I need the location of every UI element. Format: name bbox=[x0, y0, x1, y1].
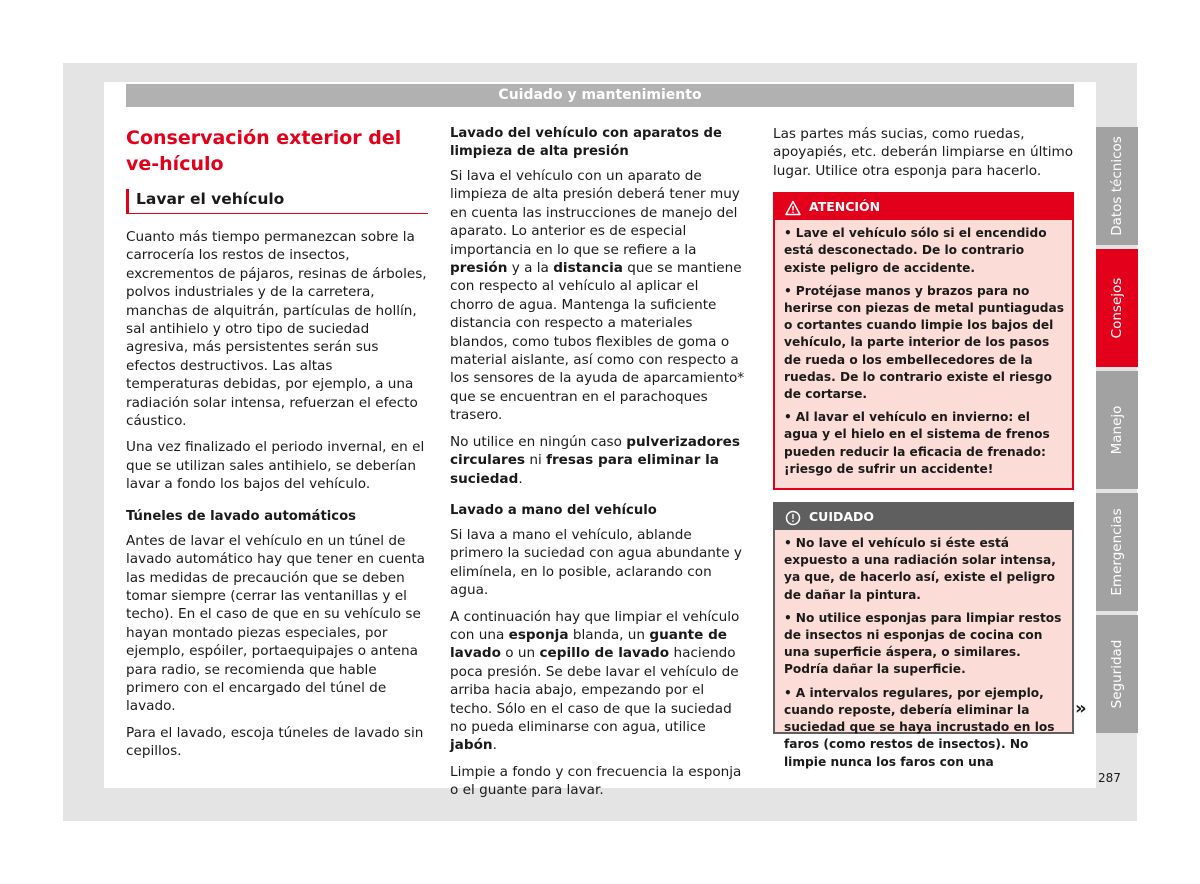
caution-item: • A intervalos regulares, por ejemplo, cuando reposte, debería eliminar la suciedad que se haya incrustado en los faros (como restos de insectos). No limpie nunca los faros con una bbox=[784, 685, 1055, 769]
tab-manejo[interactable] bbox=[1096, 371, 1138, 489]
section-title: Lavar el vehículo bbox=[126, 189, 428, 214]
caution-item: • No lave el vehículo si éste está expuesto a una radiación solar intensa, ya que, de hacerlo así, existe el peligro de dañar la pintura. bbox=[784, 536, 1056, 602]
column-2 bbox=[450, 125, 746, 808]
section-header: Cuidado y mantenimiento bbox=[126, 84, 1074, 107]
tab-seguridad[interactable] bbox=[1096, 615, 1138, 733]
page-number: 287 bbox=[1098, 771, 1121, 785]
warning-item: • Protéjase manos y brazos para no herirse con piezas de metal puntiagudas o cortantes cuando limpie los bajos del vehículo, la parte interior de los pasos de rueda o los embellecedores de la ruedas. De lo contrario existe el riesgo de cortarse. bbox=[784, 283, 1064, 402]
paragraph: Limpie a fondo y con frecuencia la esponja o el guante para lavar. bbox=[450, 763, 742, 799]
warning-triangle-icon bbox=[785, 199, 801, 215]
paragraph: Para el lavado, escoja túneles de lavado sin cepillos. bbox=[126, 724, 424, 760]
tab-label: Emergencias bbox=[1109, 508, 1125, 596]
subheading-pressure: Lavado del vehículo con aparatos de limpieza de alta presión bbox=[450, 126, 722, 159]
paragraph: Antes de lavar el vehículo en un túnel de lavado automático hay que tener en cuenta las medidas de precaución que se deben tomar siempre (cerrar las ventanillas y el techo). En el caso de que en su vehículo se hayan montado piezas especiales, por ejemplo, espóiler, portaequipajes o antena para radio, se recomienda que hable primero con el encargado del túnel de lavado. bbox=[126, 532, 425, 715]
paragraph: Cuanto más tiempo permanezcan sobre la carrocería los restos de insectos, excrementos de pájaros, resinas de árboles, polvos industriales y de la carretera, manchas de alquitrán, partículas de hollín, sal antihielo y otro tipo de suciedad agresiva, más persistentes serán sus efectos destructivos. Las altas temperaturas debidas, por ejemplo, a una radiación solar intensa, refuerzan el efecto cáustico. bbox=[126, 229, 427, 430]
column-3 bbox=[773, 125, 1074, 769]
tab-label: Manejo bbox=[1109, 405, 1125, 455]
caution-item: • No utilice esponjas para limpiar restos de insectos ni esponjas de cocina con una superficie áspera, o similares. Podría dañar la superficie. bbox=[784, 610, 1062, 677]
warning-box bbox=[773, 192, 1074, 490]
warning-list bbox=[775, 220, 1072, 488]
paragraph: Una vez finalizado el periodo invernal, en el que se utilizan sales antihielo, se deberían lavar a fondo los bajos del vehículo. bbox=[126, 439, 425, 493]
caution-list bbox=[775, 530, 1072, 781]
tab-label: Datos técnicos bbox=[1109, 136, 1125, 236]
tab-emergencias[interactable] bbox=[1096, 493, 1138, 611]
warning-item: • Lave el vehículo sólo si el encendido está desconectado. De lo contrario existe peligro de accidente. bbox=[784, 226, 1047, 275]
paragraph: No utilice en ningún caso pulverizadores circulares ni fresas para eliminar la suciedad. bbox=[450, 433, 740, 487]
warning-label: ATENCIÓN bbox=[809, 199, 881, 215]
caution-label: CUIDADO bbox=[809, 509, 875, 525]
tab-label: Consejos bbox=[1109, 277, 1125, 339]
column-1 bbox=[126, 125, 428, 769]
continue-arrow-icon: » bbox=[1075, 698, 1087, 719]
info-circle-icon bbox=[785, 509, 801, 525]
paragraph: A continuación hay que limpiar el vehículo con una esponja blanda, un guante de lavado o un cepillo de lavado haciendo poca presión. Se debe lavar el vehículo de arriba hacia abajo, empezando por el techo. Sólo en el caso de que la suciedad no pueda eliminarse con agua, utilice jabón. bbox=[450, 608, 740, 754]
paragraph: Si lava el vehículo con un aparato de limpieza de alta presión deberá tener muy en cuenta las instrucciones de manejo del aparato. Lo anterior es de especial importancia en lo que se refiere a la presión y a la distancia que se mantiene con respecto al vehículo al aplicar el chorro de agua. Mantenga la suficiente distancia con respecto a materiales blandos, como tubos flexibles de goma o material aislante, así como con respecto a los sensores de la ayuda de aparcamiento* que se encuentran en el parachoques trasero. bbox=[450, 168, 745, 424]
subheading-hand: Lavado a mano del vehículo bbox=[450, 502, 657, 518]
warning-bar bbox=[775, 194, 1072, 220]
tab-datos-tecnicos[interactable] bbox=[1096, 127, 1138, 245]
subheading-tunnels: Túneles de lavado automáticos bbox=[126, 508, 356, 524]
caution-box bbox=[773, 502, 1074, 769]
caution-bar bbox=[775, 504, 1072, 530]
tab-label: Seguridad bbox=[1109, 639, 1125, 709]
warning-item: • Al lavar el vehículo en invierno: el agua y el hielo en el sistema de frenos pueden reducir la eficacia de frenado: ¡riesgo de sufrir un accidente! bbox=[784, 410, 1050, 476]
paragraph: Si lava a mano el vehículo, ablande primero la suciedad con agua abundante y elimínela, en lo posible, aclarando con agua. bbox=[450, 526, 742, 599]
tab-consejos[interactable] bbox=[1096, 249, 1138, 367]
page-title: Conservación exterior del ve-hículo bbox=[126, 127, 402, 175]
side-tabs bbox=[1096, 127, 1138, 737]
paragraph: Las partes más sucias, como ruedas, apoyapiés, etc. deberán limpiarse en último lugar. Utilice otra esponja para hacerlo. bbox=[773, 126, 1074, 179]
